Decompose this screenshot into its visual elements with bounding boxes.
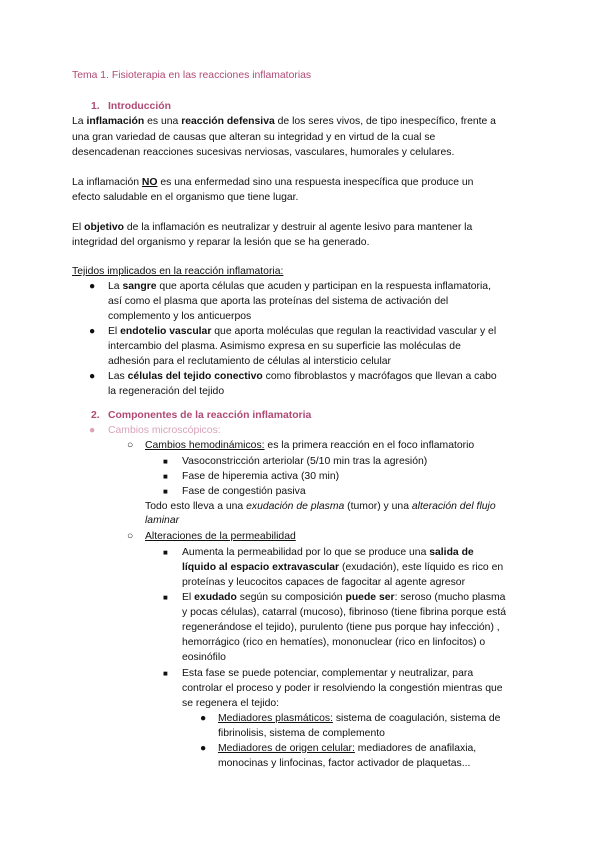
mediadores-plasmaticos-line-1: Mediadores plasmáticos: sistema de coagulación, sistema de <box>218 713 501 724</box>
perm-item-2-line-4: hemorrágico (rico en hematíes), mononuclear (rico en linfocitos) o <box>182 637 486 648</box>
permeabilidad-heading: Alteraciones de la permeabilidad <box>145 531 296 542</box>
tejido-endotelio-line-2: intercambio del plasma. Asimismo expresa en su superficie las moléculas de <box>108 341 461 352</box>
section-1-number: 1. <box>91 101 100 112</box>
bullet-dot-icon: ● <box>89 425 96 436</box>
perm-item-1-line-3: proteínas y leucocitos capaces de fagocitar al agente agresor <box>182 577 466 588</box>
tejido-sangre-line-2: así como el plasma que aporta las proteínas del sistema de activación del <box>108 296 449 307</box>
section-1-heading: Introducción <box>108 101 171 112</box>
bullet-square-icon: ■ <box>163 487 168 496</box>
intro-paragraph-line-1: La inflamación es una reacción defensiva de los seres vivos, de tipo inespecífico, frente a <box>72 116 496 127</box>
bullet-square-icon: ■ <box>163 457 168 466</box>
tejido-conectivo-line-2: la regeneración del tejido <box>108 386 225 397</box>
tejido-endotelio-line-3: adhesión para el reclutamiento de células al intersticio celular <box>108 356 392 367</box>
bullet-square-icon: ■ <box>163 669 168 678</box>
bullet-dot-icon: ● <box>200 713 207 724</box>
bullet-square-icon: ■ <box>163 472 168 481</box>
perm-item-1-line-1: Aumenta la permeabilidad por lo que se produce una salida de <box>182 547 474 558</box>
objetivo-line-1: El objetivo de la inflamación es neutralizar y destruir al agente lesivo para mantener la <box>72 222 473 233</box>
tejido-conectivo-line-1: Las células del tejido conectivo como fibroblastos y macrófagos que llevan a cabo <box>108 371 497 382</box>
cambios-microscopicos-heading: Cambios microscópicos: <box>108 425 221 436</box>
mediadores-plasmaticos-line-2: fibrinolisis, sistema de complemento <box>218 728 385 739</box>
intro-paragraph-line-3: desencadenan reacciones sucesivas nerviosas, vasculares, humorales y celulares. <box>72 147 455 158</box>
perm-item-2-line-5: eosinófilo <box>182 652 226 663</box>
perm-item-2-line-2: y pocas células), catarral (mucoso), fibrinoso (tiene fibrina porque está <box>182 607 506 618</box>
perm-item-2-line-3: regenerándose el tejido), purulento (tiene pus porque hay infección) , <box>182 622 500 633</box>
perm-item-2-line-1: El exudado según su composición puede ser: seroso (mucho plasma <box>182 592 506 603</box>
tejidos-heading: Tejidos implicados en la reacción inflamatoria: <box>72 266 284 277</box>
perm-item-3-line-2: controlar el proceso y poder ir resolviendo la congestión mientras que <box>182 683 503 694</box>
bullet-circle-icon: ○ <box>127 531 134 542</box>
no-enfermedad-line-2: efecto saludable en el organismo que tiene lugar. <box>72 192 299 203</box>
section-2-heading: Componentes de la reacción inflamatoria <box>108 410 312 421</box>
todo-esto-line-2: laminar <box>145 515 180 526</box>
bullet-square-icon: ■ <box>163 548 168 557</box>
hemo-item-3: Fase de congestión pasiva <box>182 486 306 497</box>
bullet-dot-icon: ● <box>89 281 96 292</box>
bullet-circle-icon: ○ <box>127 440 134 451</box>
bullet-dot-icon: ● <box>89 371 96 382</box>
perm-item-3-line-1: Esta fase se puede potenciar, complementar y neutralizar, para <box>182 668 474 679</box>
todo-esto-line-1: Todo esto lleva a una exudación de plasma (tumor) y una alteración del flujo <box>145 501 496 512</box>
mediadores-celulares-line-1: Mediadores de origen celular: mediadores de anafilaxia, <box>218 743 477 754</box>
no-enfermedad-line-1: La inflamación NO es una enfermedad sino una respuesta inespecífica que produce un <box>72 177 474 188</box>
objetivo-line-2: integridad del organismo y reparar la lesión que se ha generado. <box>72 237 370 248</box>
cambios-hemodinamicos-line: Cambios hemodinámicos: es la primera reacción en el foco inflamatorio <box>145 440 475 451</box>
hemo-item-2: Fase de hiperemia activa (30 min) <box>182 471 340 482</box>
tejido-sangre-line-3: complemento y los anticuerpos <box>108 311 252 322</box>
tejido-sangre-line-1: La sangre que aporta células que acuden y participan en la respuesta inflamatoria, <box>108 281 491 292</box>
intro-paragraph-line-2: una gran variedad de causas que alteran su integridad y en virtud de la cual se <box>72 132 436 143</box>
bullet-dot-icon: ● <box>200 743 207 754</box>
perm-item-3-line-3: se regenera el tejido: <box>182 698 280 709</box>
hemo-item-1: Vasoconstricción arteriolar (5/10 min tras la agresión) <box>182 456 428 467</box>
tejido-endotelio-line-1: El endotelio vascular que aporta moléculas que regulan la reactividad vascular y el <box>108 326 497 337</box>
section-2-number: 2. <box>91 410 100 421</box>
bullet-dot-icon: ● <box>89 326 96 337</box>
document-title: Tema 1. Fisioterapia en las reacciones inflamatorias <box>72 70 312 81</box>
perm-item-1-line-2: líquido al espacio extravascular (exudación), este líquido es rico en <box>182 562 504 573</box>
bullet-square-icon: ■ <box>163 593 168 602</box>
mediadores-celulares-line-2: monocinas y linfocinas, factor activador de plaquetas... <box>218 758 471 769</box>
